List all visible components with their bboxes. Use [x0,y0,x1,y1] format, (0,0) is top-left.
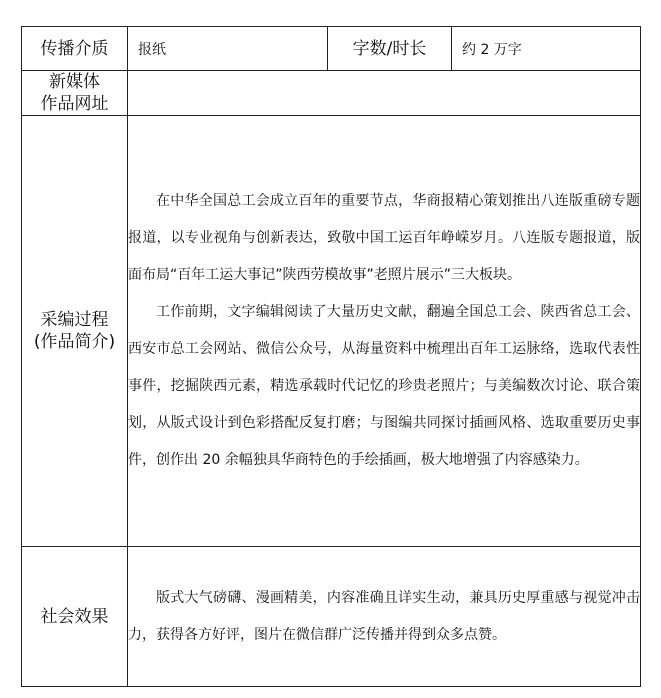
length-value: 约 2 万字 [452,27,641,71]
social-effect-content [128,547,641,687]
row-new-media-url [22,71,641,116]
editing-process-label [22,116,128,547]
medium-label: 传播介质 [22,27,128,71]
editing-process-paragraph: 在中华全国总工会成立百年的重要节点，华商报精心策划推出八连版重磅专题报道，以专业视角与创新表达，致敬中国工运百年峥嵘岁月。八连版专题报道，版面布局“百年工运大事记”陕西劳模故事”老照片展示”三大板块。 [128,193,640,283]
length-label: 字数/时长 [328,27,452,71]
social-effect-paragraph: 版式大气磅礴、漫画精美，内容准确且详实生动，兼具历史厚重感与视觉冲击力，获得各方好评，图片在微信群广泛传播并得到众多点赞。 [128,589,640,643]
new-media-url-value [128,71,641,116]
medium-value: 报纸 [128,27,328,71]
row-editing-process [22,116,641,547]
row-medium [22,27,641,71]
row-social-effect [22,547,641,687]
social-effect-label: 社会效果 [22,547,128,687]
new-media-url-label-line1: 新媒体 [49,72,100,92]
new-media-url-label [22,71,128,116]
entry-form-table [21,26,641,687]
editing-process-label-line1: 采编过程 [40,310,109,330]
editing-process-paragraph: 工作前期，文字编辑阅读了大量历史文献，翻遍全国总工会、陕西省总工会、西安市总工会网站、微信公众号，从海量资料中梳理出百年工运脉络，选取代表性事件，挖掘陕西元素，精选承载时代记忆的珍贵老照片；与美编数次讨论、联合策划，从版式设计到色彩搭配反复打磨；与图编共同探讨插画风格、选取重要历史事件，创作出 20 余幅独具华商特色的手绘插画，极大地增强了内容感染力。 [128,304,640,468]
editing-process-label-line2: (作品简介) [33,332,116,352]
new-media-url-label-line2: 作品网址 [40,94,109,114]
editing-process-content [128,116,641,547]
